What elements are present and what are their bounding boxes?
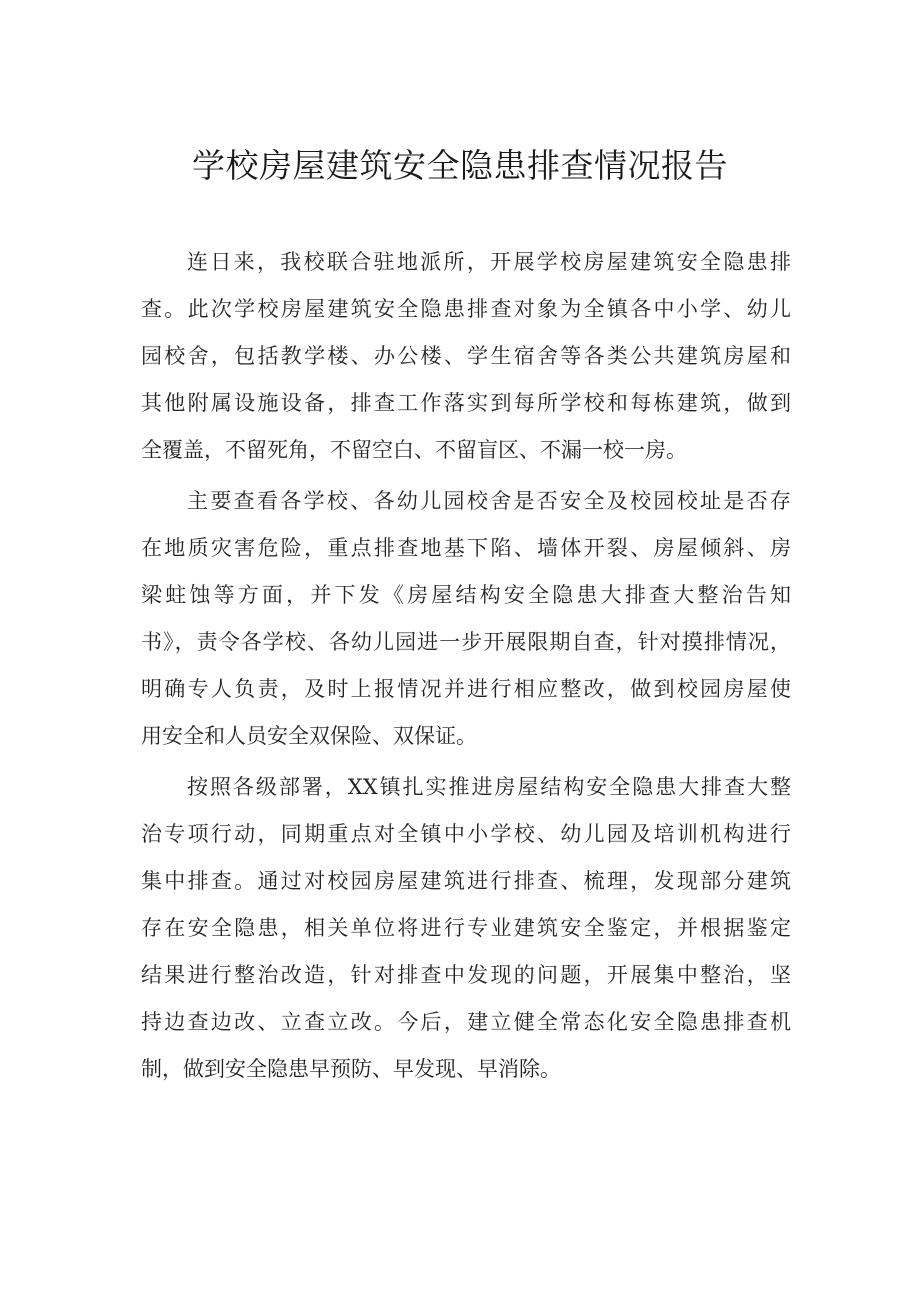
paragraph-3-line-4: 存在安全隐患，相关单位将进行专业建筑安全鉴定，并根据鉴定 [141,916,791,940]
paragraph-3-line-7: 制，做到安全隐患早预防、早发现、早消除。 [141,1057,561,1081]
paragraph-1-line-5: 全覆盖，不留死角，不留空白、不留盲区、不漏一校一房。 [141,438,687,462]
paragraph-3-line-2: 治专项行动，同期重点对全镇中小学校、幼儿园及培训机构进行 [141,822,791,846]
paragraph-3-line-5: 结果进行整治改造，针对排查中发现的问题，开展集中整治，坚 [141,963,791,987]
paragraph-1-line-2: 查。此次学校房屋建筑安全隐患排查对象为全镇各中小学、幼儿 [141,297,791,321]
paragraph-2-line-6: 用安全和人员安全双保险、双保证。 [141,724,477,748]
paragraph-2-line-1: 主要查看各学校、各幼儿园校舍是否安全及校园校址是否存 [187,489,791,513]
paragraph-1-line-1: 连日来，我校联合驻地派所，开展学校房屋建筑安全隐患排 [187,250,791,274]
paragraph-3-line-6: 持边查边改、立查立改。今后，建立健全常态化安全隐患排查机 [141,1010,791,1034]
paragraph-2-line-2: 在地质灾害危险，重点排查地基下陷、墙体开裂、房屋倾斜、房 [141,536,791,560]
paragraph-2-line-5: 明确专人负责，及时上报情况并进行相应整改，做到校园房屋使 [141,677,791,701]
paragraph-2-line-3: 梁蛀蚀等方面，并下发《房屋结构安全隐患大排查大整治告知 [141,583,791,607]
paragraph-1-line-4: 其他附属设施设备，排查工作落实到每所学校和每栋建筑，做到 [141,391,791,415]
paragraph-3-line-3: 集中排查。通过对校园房屋建筑进行排查、梳理，发现部分建筑 [141,869,791,893]
paragraph-2-line-4: 书》，责令各学校、各幼儿园进一步开展限期自查，针对摸排情况， [141,630,791,654]
paragraph-1-line-3: 园校舍，包括教学楼、办公楼、学生宿舍等各类公共建筑房屋和 [141,344,791,368]
document-title: 学校房屋建筑安全隐患排查情况报告 [192,146,728,185]
paragraph-3-line-1: 按照各级部署，XX镇扎实推进房屋结构安全隐患大排查大整 [187,775,791,799]
